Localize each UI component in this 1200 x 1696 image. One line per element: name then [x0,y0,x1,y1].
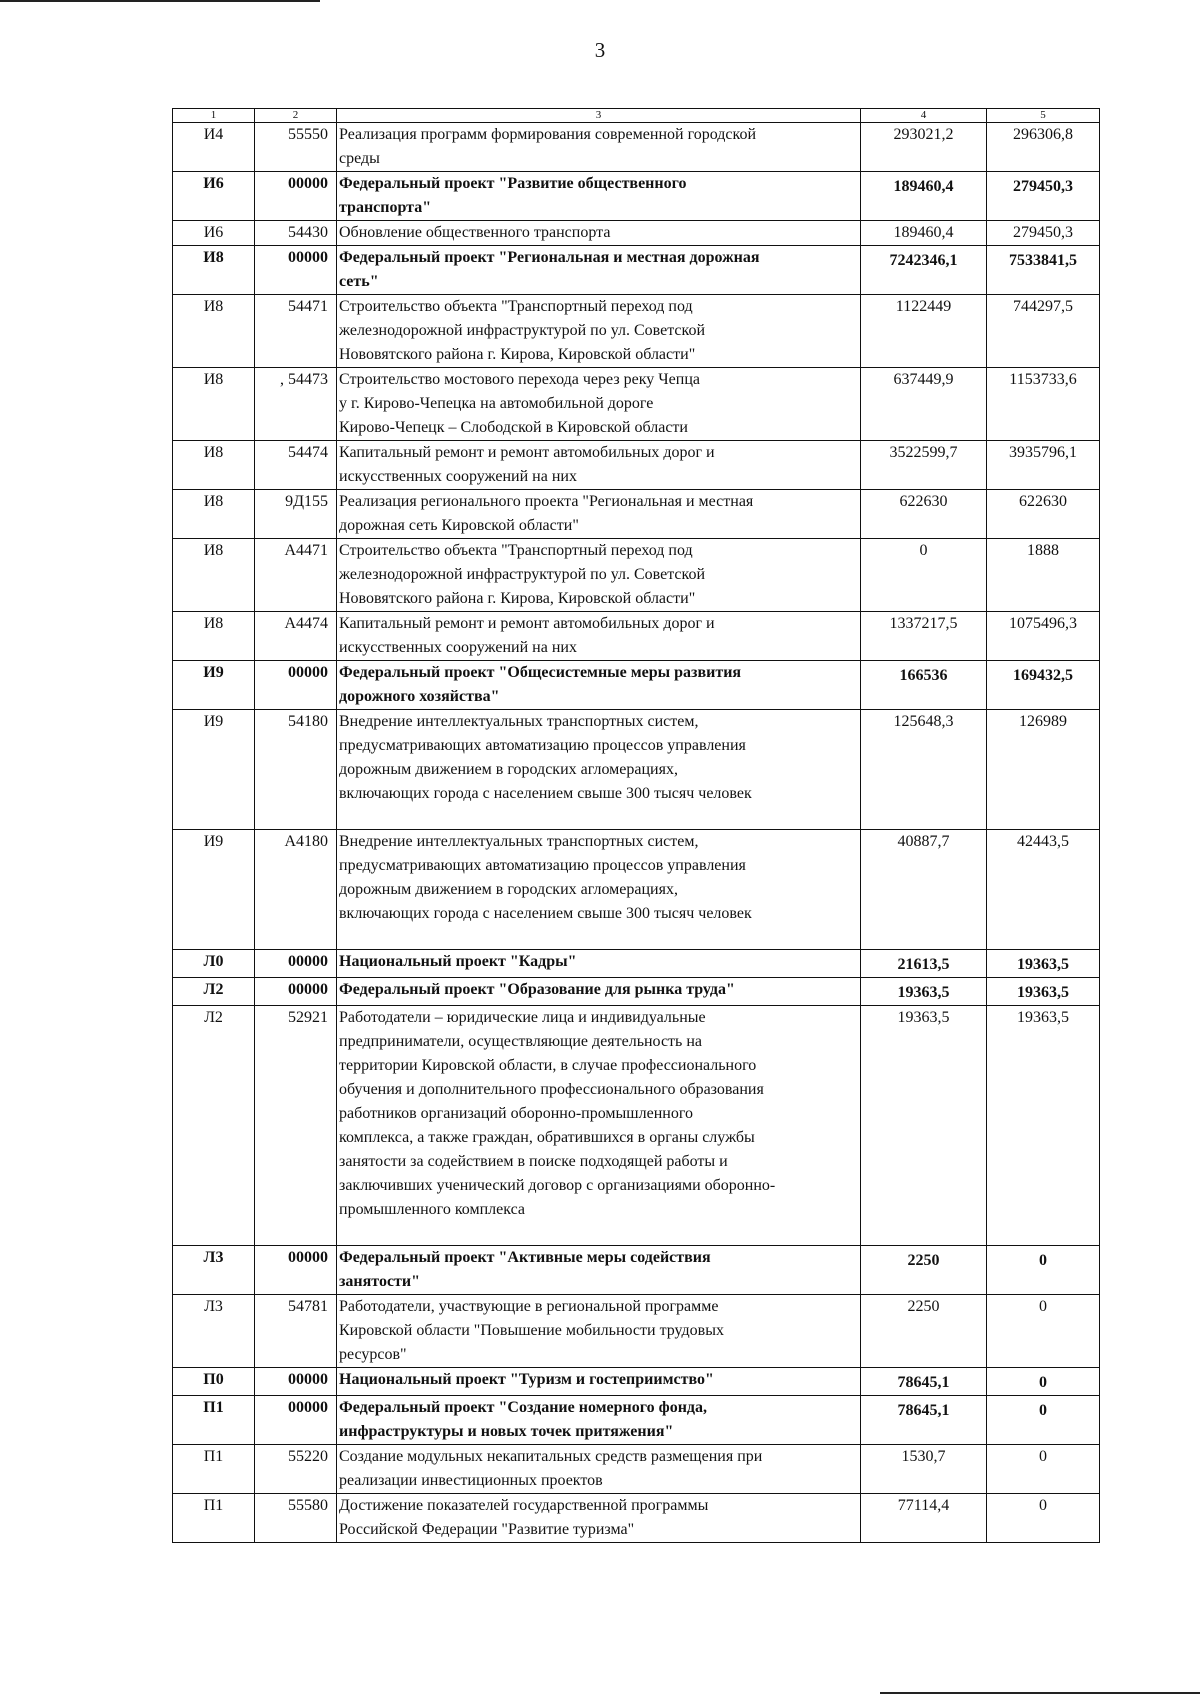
table-row [173,172,1100,221]
amount-col4-cell: 3522599,7 [861,441,987,490]
description-line: искусственных сооружений на них [339,468,577,485]
description-line: Нововятского района г. Кирова, Кировской области" [339,346,696,363]
table-header-row [173,109,1100,123]
description-line: Федеральный проект "Активные меры содействия [339,1249,711,1266]
item-code-cell: 00000 [255,172,337,221]
description-line: дорожным движением в городских агломерациях, [339,761,678,778]
amount-col5-cell: 0 [987,1246,1100,1295]
description-line: Обновление общественного транспорта [339,224,611,241]
amount-col4-cell: 40887,7 [861,830,987,950]
description-line: дорожная сеть Кировской области" [339,517,579,534]
amount-col4-cell: 189460,4 [861,221,987,246]
table-row [173,1445,1100,1494]
description-line: Федеральный проект "Создание номерного фонда, [339,1399,708,1416]
table-row [173,1494,1100,1543]
table-row [173,1246,1100,1295]
amount-col4-cell: 1530,7 [861,1445,987,1494]
amount-col5-cell: 7533841,5 [987,246,1100,295]
section-code-cell: И8 [173,295,255,368]
amount-col5-cell: 1075496,3 [987,612,1100,661]
table-body [173,123,1100,1543]
description-line: промышленного комплекса [339,1201,526,1218]
item-code-cell: , 54473 [255,368,337,441]
table-row [173,1368,1100,1396]
table-row [173,490,1100,539]
description-line: Достижение показателей государственной программы [339,1497,709,1514]
amount-col5-cell: 1153733,6 [987,368,1100,441]
description-line: реализации инвестиционных проектов [339,1472,603,1489]
column-header-5: 5 [987,109,1100,123]
amount-col5-cell: 0 [987,1494,1100,1543]
description-line: обучения и дополнительного профессионального образования [339,1081,764,1098]
item-code-cell: 54180 [255,710,337,830]
amount-col5-cell: 126989 [987,710,1100,830]
table-row [173,612,1100,661]
description-cell [337,1006,861,1246]
section-code-cell: И9 [173,830,255,950]
amount-col5-cell: 279450,3 [987,221,1100,246]
description-line: предприниматели, осуществляющие деятельность на [339,1033,703,1050]
description-line: предусматривающих автоматизацию процессов управления [339,857,746,874]
item-code-cell: 54474 [255,441,337,490]
description-cell [337,1494,861,1543]
description-line: Работодатели – юридические лица и индивидуальные [339,1009,706,1026]
section-code-cell: Л2 [173,1006,255,1246]
item-code-cell: 9Д155 [255,490,337,539]
amount-col5-cell: 0 [987,1445,1100,1494]
description-cell [337,710,861,830]
item-code-cell: 00000 [255,661,337,710]
amount-col4-cell: 637449,9 [861,368,987,441]
amount-col4-cell: 2250 [861,1246,987,1295]
amount-col4-cell: 166536 [861,661,987,710]
description-line: комплекса, а также граждан, обратившихся в органы службы [339,1129,755,1146]
amount-col5-cell: 19363,5 [987,950,1100,978]
description-cell [337,830,861,950]
table-row [173,1396,1100,1445]
description-line: предусматривающих автоматизацию процессов управления [339,737,746,754]
description-cell [337,539,861,612]
item-code-cell: 52921 [255,1006,337,1246]
section-code-cell: И6 [173,221,255,246]
description-line: железнодорожной инфраструктурой по ул. Советской [339,566,706,583]
description-line: Создание модульных некапитальных средств размещения при [339,1448,763,1465]
description-line: Работодатели, участвующие в региональной программе [339,1298,719,1315]
description-cell [337,221,861,246]
amount-col5-cell: 169432,5 [987,661,1100,710]
description-line: Кирово-Чепецк – Слободской в Кировской области [339,419,688,436]
description-line: искусственных сооружений на них [339,639,577,656]
section-code-cell: И8 [173,368,255,441]
amount-col5-cell: 19363,5 [987,978,1100,1006]
section-code-cell: И8 [173,441,255,490]
description-line: сеть" [339,273,379,290]
table-row [173,123,1100,172]
description-line: Капитальный ремонт и ремонт автомобильных дорог и [339,615,715,632]
description-line: Федеральный проект "Региональная и местная дорожная [339,249,760,266]
item-code-cell: 55580 [255,1494,337,1543]
description-line: инфраструктуры и новых точек притяжения" [339,1423,674,1440]
table-row [173,441,1100,490]
amount-col5-cell: 1888 [987,539,1100,612]
description-line: Капитальный ремонт и ремонт автомобильных дорог и [339,444,715,461]
section-code-cell: П0 [173,1368,255,1396]
description-cell [337,123,861,172]
item-code-cell: 54471 [255,295,337,368]
amount-col5-cell: 0 [987,1396,1100,1445]
item-code-cell: 00000 [255,246,337,295]
section-code-cell: Л3 [173,1246,255,1295]
amount-col4-cell: 21613,5 [861,950,987,978]
table-row [173,830,1100,950]
section-code-cell: Л3 [173,1295,255,1368]
description-line: дорожным движением в городских агломерациях, [339,881,678,898]
description-cell [337,172,861,221]
item-code-cell: А4471 [255,539,337,612]
description-cell [337,1396,861,1445]
item-code-cell: А4180 [255,830,337,950]
amount-col5-cell: 0 [987,1368,1100,1396]
amount-col5-cell: 3935796,1 [987,441,1100,490]
amount-col4-cell: 125648,3 [861,710,987,830]
description-cell [337,661,861,710]
amount-col4-cell: 293021,2 [861,123,987,172]
amount-col5-cell: 0 [987,1295,1100,1368]
table-row [173,1006,1100,1246]
table-row [173,221,1100,246]
section-code-cell: И9 [173,710,255,830]
item-code-cell: 00000 [255,978,337,1006]
amount-col5-cell: 19363,5 [987,1006,1100,1246]
description-cell [337,490,861,539]
description-line: включающих города с населением свыше 300 тысяч человек [339,785,752,802]
description-line: занятости за содействием в поиске подходящей работы и [339,1153,728,1170]
item-code-cell: 54430 [255,221,337,246]
section-code-cell: И8 [173,539,255,612]
amount-col4-cell: 78645,1 [861,1368,987,1396]
description-cell [337,612,861,661]
section-code-cell: И4 [173,123,255,172]
description-line: Кировской области "Повышение мобильности трудовых [339,1322,724,1339]
description-line: Нововятского района г. Кирова, Кировской области" [339,590,696,607]
description-cell [337,1246,861,1295]
scan-edge-line-bottom [880,1692,1200,1694]
description-line: работников организаций оборонно-промышленного [339,1105,693,1122]
description-line: дорожного хозяйства" [339,688,500,705]
amount-col4-cell: 19363,5 [861,1006,987,1246]
description-line: включающих города с населением свыше 300 тысяч человек [339,905,752,922]
amount-col5-cell: 744297,5 [987,295,1100,368]
description-cell [337,246,861,295]
item-code-cell: 54781 [255,1295,337,1368]
amount-col4-cell: 1122449 [861,295,987,368]
amount-col4-cell: 1337217,5 [861,612,987,661]
budget-table [172,108,1100,1543]
section-code-cell: П1 [173,1445,255,1494]
description-line: Реализация программ формирования современной городской [339,126,757,143]
description-line: заключивших ученический договор с организациями оборонно- [339,1177,776,1194]
description-line: ресурсов" [339,1346,407,1363]
amount-col4-cell: 78645,1 [861,1396,987,1445]
amount-col5-cell: 622630 [987,490,1100,539]
description-cell [337,441,861,490]
column-header-3: 3 [337,109,861,123]
amount-col4-cell: 0 [861,539,987,612]
item-code-cell: 55550 [255,123,337,172]
amount-col4-cell: 189460,4 [861,172,987,221]
section-code-cell: И8 [173,246,255,295]
table-row [173,295,1100,368]
description-line: занятости" [339,1273,421,1290]
section-code-cell: И8 [173,490,255,539]
table-row [173,1295,1100,1368]
item-code-cell: 00000 [255,1246,337,1295]
description-line: Внедрение интеллектуальных транспортных систем, [339,833,699,850]
section-code-cell: Л2 [173,978,255,1006]
description-line: Национальный проект "Кадры" [339,953,577,970]
column-header-4: 4 [861,109,987,123]
description-cell [337,1295,861,1368]
section-code-cell: П1 [173,1494,255,1543]
table-row [173,539,1100,612]
amount-col4-cell: 2250 [861,1295,987,1368]
description-line: среды [339,150,380,167]
description-cell [337,368,861,441]
item-code-cell: 55220 [255,1445,337,1494]
scan-edge-line-top [0,0,320,2]
item-code-cell: 00000 [255,950,337,978]
description-line: Строительство объекта "Транспортный переход под [339,542,693,559]
page-number: 3 [594,38,606,62]
description-line: Национальный проект "Туризм и гостеприимство" [339,1371,714,1388]
description-line: Строительство мостового перехода через реку Чепца [339,371,701,388]
section-code-cell: Л0 [173,950,255,978]
amount-col5-cell: 42443,5 [987,830,1100,950]
table-row [173,710,1100,830]
item-code-cell: 00000 [255,1396,337,1445]
table-row [173,950,1100,978]
column-header-1: 1 [173,109,255,123]
section-code-cell: И8 [173,612,255,661]
table-row [173,978,1100,1006]
item-code-cell: 00000 [255,1368,337,1396]
description-cell [337,950,861,978]
description-line: Федеральный проект "Общесистемные меры развития [339,664,742,681]
description-line: Реализация регионального проекта "Региональная и местная [339,493,754,510]
amount-col4-cell: 77114,4 [861,1494,987,1543]
description-cell [337,1445,861,1494]
description-cell [337,1368,861,1396]
amount-col4-cell: 7242346,1 [861,246,987,295]
amount-col4-cell: 19363,5 [861,978,987,1006]
description-line: у г. Кирово-Чепецка на автомобильной дороге [339,395,654,412]
section-code-cell: И6 [173,172,255,221]
table-row [173,246,1100,295]
description-line: Федеральный проект "Развитие общественного [339,175,687,192]
description-line: Строительство объекта "Транспортный переход под [339,298,693,315]
description-line: Федеральный проект "Образование для рынка труда" [339,981,735,998]
section-code-cell: И9 [173,661,255,710]
amount-col5-cell: 296306,8 [987,123,1100,172]
amount-col4-cell: 622630 [861,490,987,539]
section-code-cell: П1 [173,1396,255,1445]
description-line: Внедрение интеллектуальных транспортных систем, [339,713,699,730]
item-code-cell: А4474 [255,612,337,661]
amount-col5-cell: 279450,3 [987,172,1100,221]
description-line: транспорта" [339,199,432,216]
table-row [173,661,1100,710]
description-line: территории Кировской области, в случае профессионального [339,1057,757,1074]
description-line: железнодорожной инфраструктурой по ул. Советской [339,322,706,339]
description-cell [337,295,861,368]
description-cell [337,978,861,1006]
description-line: Российской Федерации "Развитие туризма" [339,1521,635,1538]
table-row [173,368,1100,441]
column-header-2: 2 [255,109,337,123]
